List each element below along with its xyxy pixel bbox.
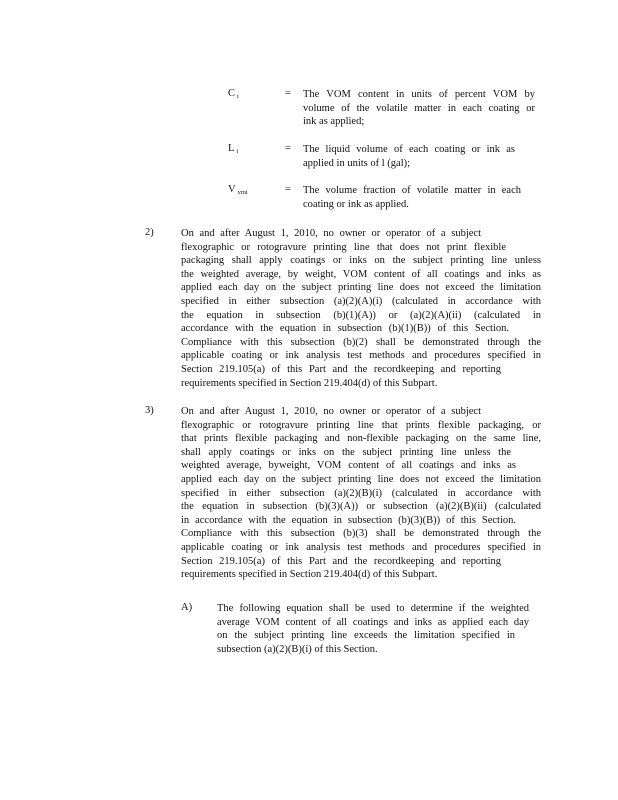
definition-text: The volume fraction of volatile matter in each coating or ink as applied. (303, 185, 521, 210)
equals-sign: = (285, 184, 291, 195)
definition-text: The VOM content in units of percent VOM by volume of the volatile matter in each coating or ink as applied; (303, 89, 535, 128)
paragraph-2: On and after August 1, 2010, no owner or operator of a subject flexographic or rotogravure printing line that does not print flexible packaging shall apply coatings or inks on the subject printing line unless the weighted average, by weight, VOM content of all coatings and inks as applied each day on the subject printing line does not exceed the limitation specified in either subsection (a)(2)(A)(i) (calculated in accordance with the equation in subsection (b)(1)(A)) or (a)(2)(A)(ii) (calculated in accordance with the equation in subsection (b)(1)(B)) of this Section. Compliance with this subsection (b)(2) shall be demonstrated through the applicable coating or ink analysis test methods and procedures specified in Section 219.105(a) of this Part and the recordkeeping and reporting requirements specified in Section 219.404(d) of this Subpart. (181, 228, 541, 389)
definition-symbol: V $_{vmi}$ (228, 184, 248, 196)
paragraph-number: 3) (145, 405, 154, 416)
subparagraph-number: A) (181, 602, 193, 613)
paragraph-number: 2) (145, 227, 154, 238)
equals-sign: = (285, 88, 291, 99)
paragraph-3: On and after August 1, 2010, no owner or operator of a subject flexographic or rotogravure printing line that prints flexible packaging, or that prints flexible packaging and non-flexible packaging on the same line, shall apply coatings or inks on the subject printing line unless the weighted average, byweight, VOM content of all coatings and inks as applied each day on the subject printing line does not exceed the limitation specified in either subsection (a)(2)(B)(i) (calculated in accordance with the equation in subsection (b)(3)(A)) or subsection (a)(2)(B)(ii) (calculated in accordance with the equation in subsection (b)(3)(B)) of this Section. Compliance with this subsection (b)(3) shall be demonstrated through the applicable coating or ink analysis test methods and procedures specified in Section 219.105(a) of this Part and the recordkeeping and reporting requirements specified in Section 219.404(d) of this Subpart. (181, 406, 541, 581)
definition-text: The liquid volume of each coating or ink as applied in units of l (gal); (303, 144, 515, 169)
equals-sign: = (285, 143, 291, 154)
subparagraph-a: The following equation shall be used to determine if the weighted average VOM content of all coatings and inks as applied each day on the subject printing line exceeds the limitation specified in subsection (a)(2)(B)(i) of this Section. (217, 603, 529, 655)
definition-symbol: C $_i$ (228, 88, 239, 100)
definition-symbol: L $_i$ (228, 143, 239, 155)
